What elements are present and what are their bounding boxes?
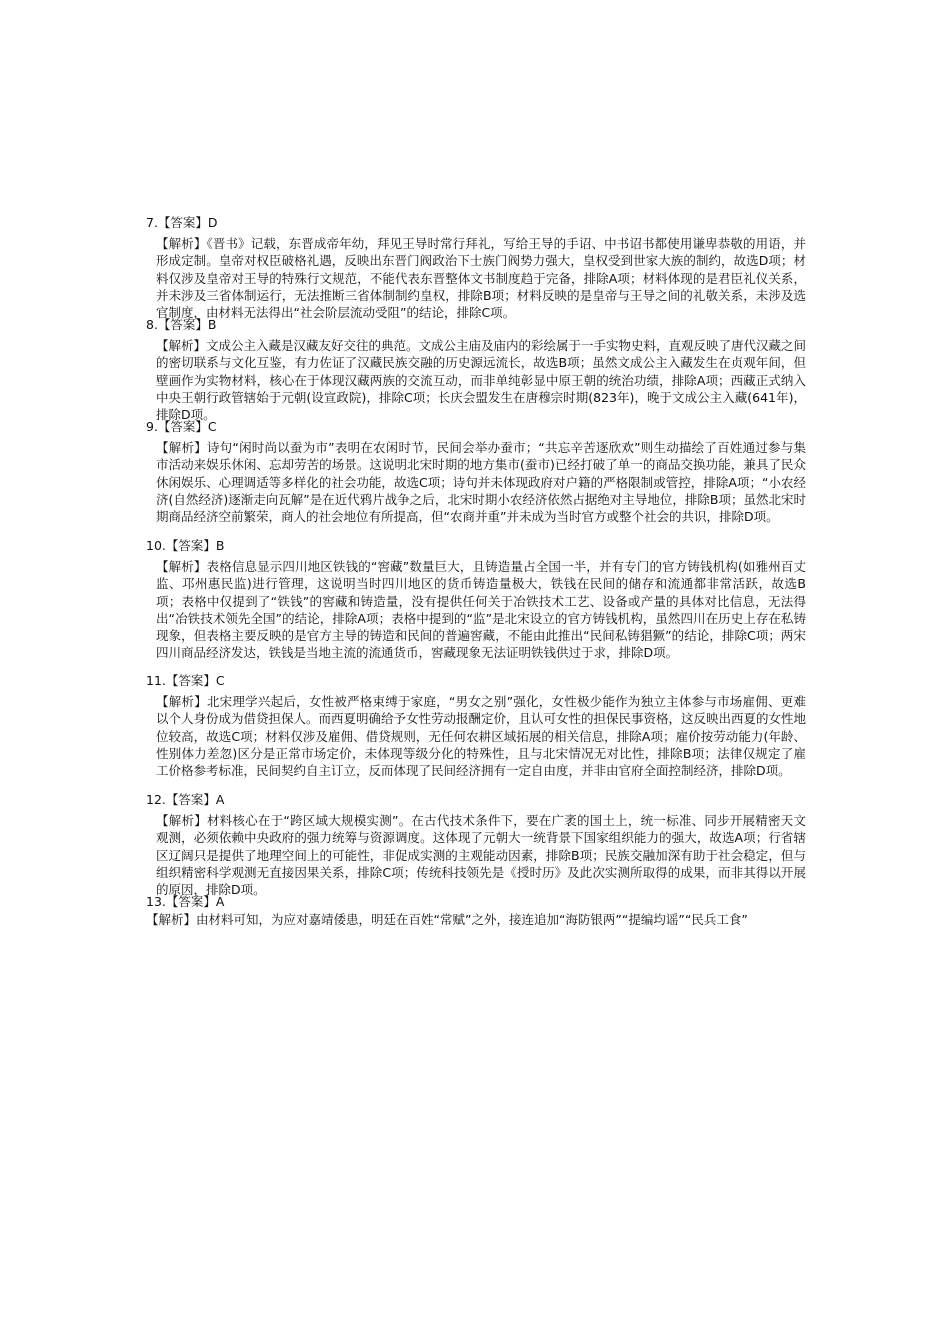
analysis-text: 【解析】北宋理学兴起后，女性被严格束缚于家庭，“男女之别”强化，女性极少能作为独立主体参与市场雇佣、更难以个人身份成为借贷担保人。而西夏明确给予女性劳动报酬定价，且认可女性的担保民事资格，这反映出西夏的女性地位较高，故选C项；材料仅涉及雇佣、借贷规则，无任何农耕区域拓展的相关信息，排除A项；雇价按劳动能力(年龄、性别体力差忽)区分是正常市场定价，未体现等级分化的特殊性，且与北宋情况无对比性，排除B项；法律仅规定了雇工价格参考标准，民间契约自主订立，反而体现了民间经济拥有一定自由度，并非由官府全面控制经济，排除D项。 [156, 694, 807, 779]
answer-label: 10.【答案】B [146, 538, 225, 553]
answer-label: 13.【答案】A [146, 894, 225, 909]
analysis-text: 【解析】由材料可知，为应对嘉靖倭患，明廷在百姓“常赋”之外，接连追加“海防银两”“提编均谣”“民兵工食” [146, 912, 748, 927]
answer-label: 9.【答案】C [146, 419, 217, 434]
analysis-text: 【解析】《晋书》记载，东晋成帝年幼，拜见王导时常行拜礼，写给王导的手诏、中书诏书都使用谦卑恭敬的用语，并形成定制。皇帝对权臣破格礼遇，反映出东晋门阀政治下士族门阀势力强大，皇权受到世家大族的制约，故选D项；材料仅涉及皇帝对王导的特殊行文规范，不能代表东晋整体文书制度趋于完备，排除A项；材料体现的是君臣礼仪关系，并未涉及三省体制运行，无法推断三省体制制约皇权，排除B项；材料反映的是皇帝与王导之间的礼敬关系，未涉及选官制度，由材料无法得出“社会阶层流动受阻”的结论，排除C项。 [156, 236, 806, 321]
question-11 [146, 672, 806, 779]
question-10 [146, 537, 806, 662]
answer-label: 12.【答案】A [146, 792, 225, 807]
question-7 [146, 214, 806, 321]
analysis-text: 【解析】文成公主入藏是汉藏友好交往的典范。文成公主庙及庙内的彩绘属于一手实物史料，直观反映了唐代汉藏之间的密切联系与文化互鉴，有力佐证了汉藏民族交融的历史源远流长，故选B项；虽然文成公主入藏发生在贞观年间，但壁画作为实物材料，核心在于体现汉藏两族的交流互动，而非单纯彰显中原王朝的统治功绩，排除A项；西藏正式纳入中央王朝行政管辖始于元朝(设宣政院)，排除C项；长庆会盟发生在唐穆宗时期(823年)，晚于文成公主入藏(641年)，排除D项。 [156, 338, 807, 423]
answer-label: 8.【答案】B [146, 317, 217, 332]
answer-label: 7.【答案】D [146, 215, 218, 230]
analysis-text: 【解析】材料核心在于“跨区域大规模实测”。在古代技术条件下，要在广袤的国土上，统一标准、同步开展精密天文观测，必须依赖中央政府的强力统筹与资源调度。这体现了元朝大一统背景下国家组织能力的强大，故选A项；行省辖区辽阔只是提供了地理空间上的可能性，非促成实测的主观能动因素，排除B项；民族交融加深有助于社会稳定，但与组织精密科学观测无直接因果关系，排除C项；传统科技领先是《授时历》及此次实测所取得的成果，而非其得以开展的原因，排除D项。 [156, 813, 806, 898]
question-9 [146, 418, 806, 525]
question-8 [146, 316, 806, 423]
question-13 [146, 893, 806, 928]
analysis-text: 【解析】表格信息显示四川地区铁钱的“窖藏”数量巨大，且铸造量占全国一半，并有专门的官方铸钱机构(如雅州百丈监、邛州惠民监)进行管理，这说明当时四川地区的货币铸造量极大，铁钱在民间的储存和流通都非常活跃，故选B项；表格中仅提到了“铁钱”的窖藏和铸造量，没有提供任何关于冶铁技术工艺、设备或产量的具体对比信息，无法得出“冶铁技术领先全国”的结论，排除A项；表格中提到的“监”是北宋设立的官方铸钱机构，虽然四川在历史上存在私铸现象，但表格主要反映的是官方主导的铸造和民间的普遍窖藏，不能由此推出“民间私铸猖獗”的结论，排除C项；两宋四川商品经济发达，铁钱是当地主流的流通货币，窖藏现象无法证明铁钱供过于求，排除D项。 [156, 559, 806, 661]
answer-label: 11.【答案】C [146, 673, 225, 688]
analysis-text: 【解析】诗句“闲时尚以蚕为市”表明在农闲时节，民间会举办蚕市；“共忘辛苦逐欣欢”则生动描绘了百姓通过参与集市活动来娱乐休闲、忘却劳苦的场景。这说明北宋时期的地方集市(蚕市)已经打破了单一的商品交换功能，兼具了民众休闲娱乐、心理调适等多样化的社会功能，故选C项；诗句并未体现政府对户籍的严格限制或管控，排除A项；“小农经济(自然经济)逐渐走向瓦解”是在近代鸦片战争之后，北宋时期小农经济依然占据绝对主导地位，排除B项；虽然北宋时期商品经济空前繁荣，商人的社会地位有所提高，但“农商并重”并未成为当时官方或整个社会的共识，排除D项。 [156, 440, 806, 525]
question-12 [146, 791, 806, 898]
